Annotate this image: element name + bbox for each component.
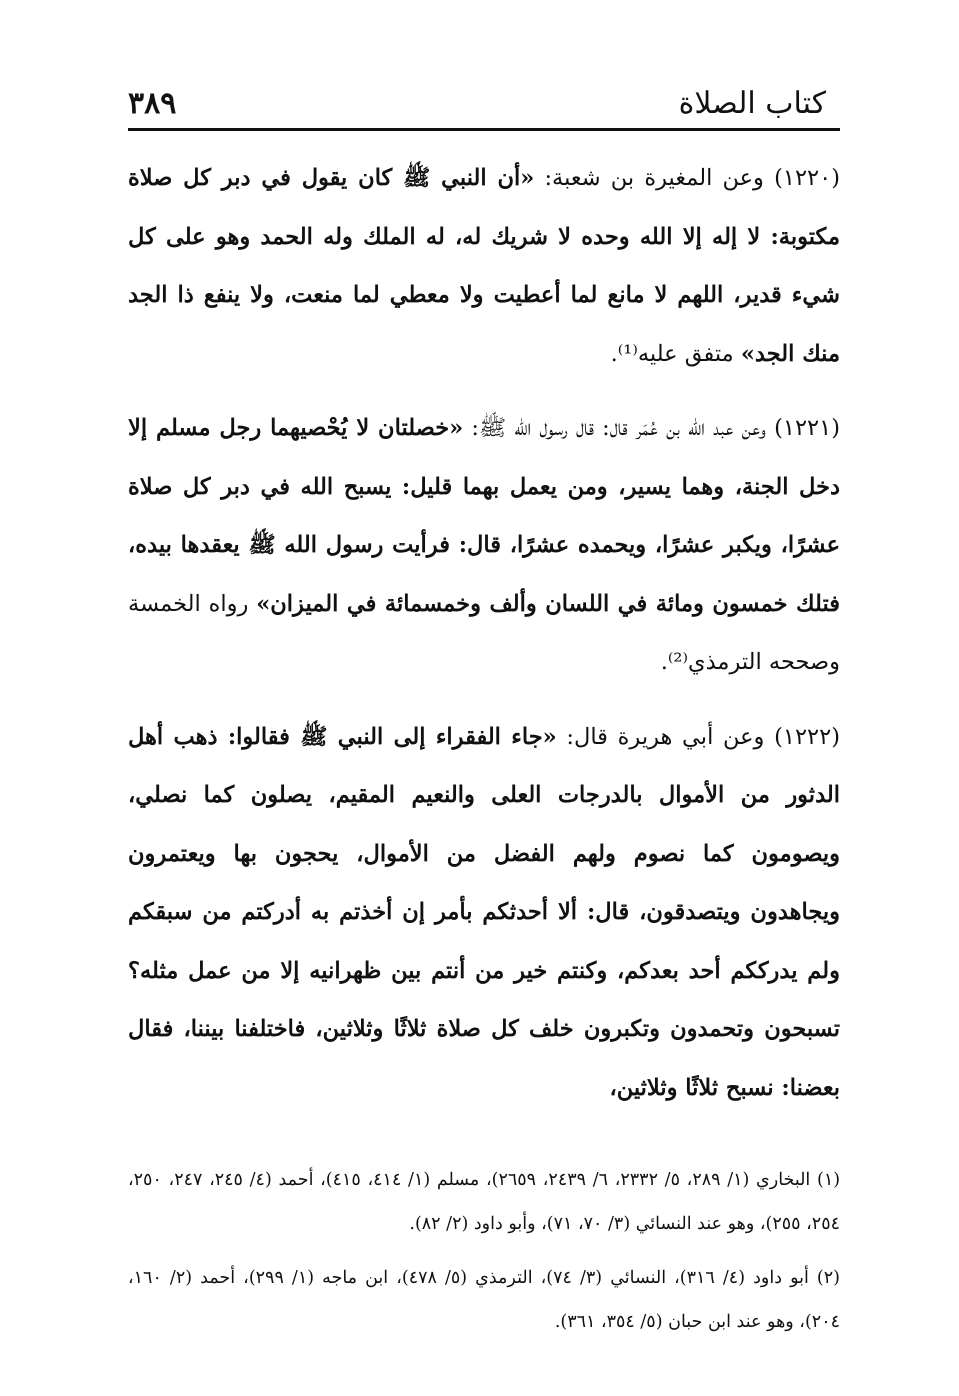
footnote-1: (١) البخاري (١/ ٢٨٩، ٥/ ٢٣٣٢، ٦/ ٢٤٣٩، ٢٦٥٩)، مسلم (١/ ٤١٤، ٤١٥)، أحمد (٤/ ٢٤٥، ٢٤٧، ٢٥٠، ٢٥٤، ٢٥٥)، وهو عند النسائي (٣/ ٧٠، ٧١)، وأبو داود (٢/ ٨٢). <box>128 1170 841 1234</box>
hadith-paragraph-1220 <box>128 149 840 383</box>
hadith-paragraph-1221 <box>128 399 840 692</box>
footnote-2: (٢) أبو داود (٤/ ٣١٦)، النسائي (٣/ ٧٤)، الترمذي (٥/ ٤٧٨)، ابن ماجه (١/ ٢٩٩)، أحمد (٢/ ١٦٠، ٢٠٤)، وهو عند ابن حبان (٥/ ٣٥٤، ٣٦١). <box>128 1268 840 1332</box>
main-text <box>128 149 840 1117</box>
hadith-paragraph-1222 <box>128 708 840 1118</box>
hadith-number: (١٢٢١) <box>774 415 840 441</box>
hadith-intro: وعن عبد الله بن عُمَر قال: قال رسول الله ﷺ: <box>463 415 775 441</box>
hadith-quote: «خصلتان لا يُحْصيهما رجل مسلم إلا دخل الجنة، وهما يسير، ومن يعمل بهما قليل: يسبح الله في دبر كل صلاة عشرًا، ويكبر عشرًا، ويحمده عشرًا، قال: فرأيت رسول الله ﷺ يعقدها بيده، فتلك خمسون ومائة في اللسان وألف وخمسمائة في الميزان» <box>128 415 840 617</box>
hadith-quote: «جاء الفقراء إلى النبي ﷺ فقالوا: ذهب أهل الدثور من الأموال بالدرجات العلى والنعيم المقيم، يصلون كما نصلي، ويصومون كما نصوم ولهم الفضل من الأموال، يحجون بها ويعتمرون ويجاهدون ويتصدقون، قال: ألا أحدثكم بأمر إن أخذتم به أدركتم من سبقكم ولم يدرككم أحد بعدكم، وكنتم خير من أنتم بين ظهرانيه إلا من عمل مثله؟ تسبحون وتحمدون وتكبرون خلف كل صلاة ثلاثًا وثلاثين، فاختلفنا بيننا، فقال بعضنا: نسبح ثلاثًا وثلاثين، <box>128 723 840 1101</box>
chapter-title: كتاب الصلاة <box>678 86 826 121</box>
hadith-intro: وعن المغيرة بن شعبة: <box>534 165 775 191</box>
hadith-quote: «أن النبي ﷺ كان يقول في دبر كل صلاة مكتوبة: لا إله إلا الله وحده لا شريك له، له الملك وله الحمد وهو على كل شيء قدير، اللهم لا مانع لما أعطيت ولا معطي لما منعت، ولا ينفع ذا الجد منك الجد» <box>128 165 840 367</box>
hadith-source: متفق عليه⁽¹⁾. <box>610 340 741 367</box>
book-page <box>128 70 840 1354</box>
hadith-source: رواه الخمسة وصححه الترمذي⁽²⁾. <box>128 590 840 675</box>
hadith-number: (١٢٢٢) <box>774 723 841 750</box>
hadith-number: (١٢٢٠) <box>774 165 840 191</box>
footnotes <box>128 1158 840 1344</box>
page-header <box>128 70 840 131</box>
hadith-intro: وعن أبي هريرة قال: <box>556 723 775 750</box>
page-number: ٣٨٩ <box>128 86 177 121</box>
